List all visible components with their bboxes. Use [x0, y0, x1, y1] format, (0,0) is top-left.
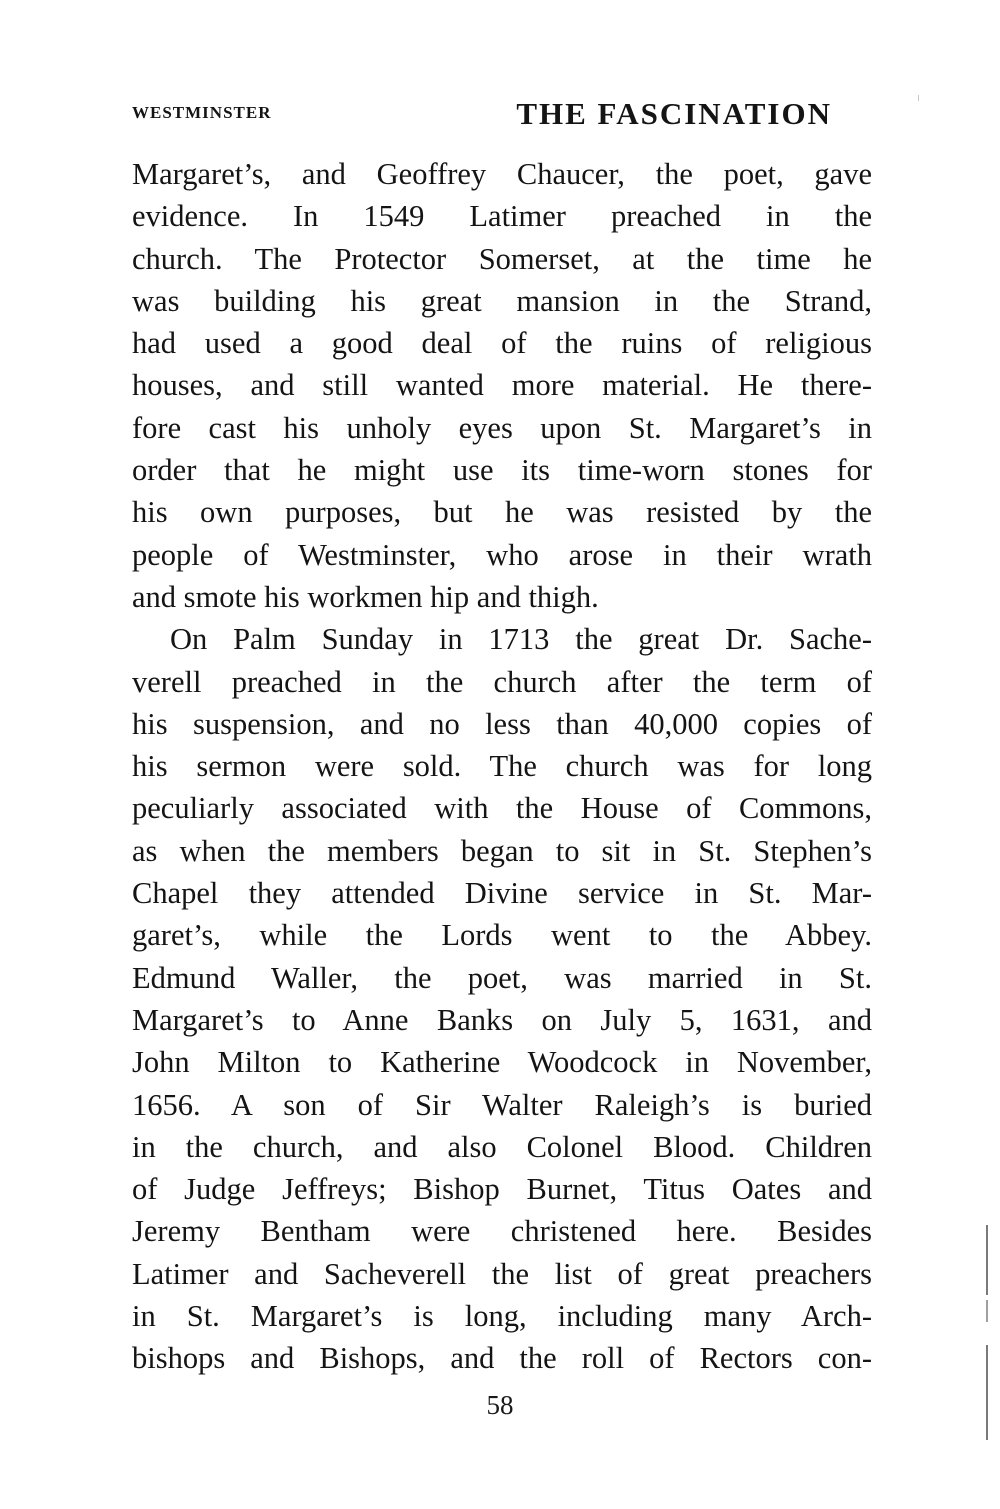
text-line: Margaret’s, and Geoffrey Chaucer, the poet, gave	[132, 157, 872, 191]
text-line: his sermon were sold. The church was for long	[132, 749, 872, 784]
scan-edge-mark	[918, 95, 919, 101]
text-line: and smote his workmen hip and thigh.	[132, 579, 599, 614]
text-line: On Palm Sunday in 1713 the great Dr. Sache-	[170, 622, 872, 657]
text-line: people of Westminster, who arose in their wrath	[132, 537, 872, 572]
text-line: houses, and still wanted more material. He there-	[132, 368, 872, 403]
running-head-title: THE FASCINATION	[516, 96, 832, 131]
text-line: garet’s, while the Lords went to the Abbey.	[132, 918, 872, 953]
body-text	[132, 153, 872, 1380]
text-line: was building his great mansion in the Strand,	[132, 283, 872, 318]
text-line: Margaret’s to Anne Banks on July 5, 1631, and	[132, 1002, 872, 1037]
paragraph-2	[132, 618, 872, 1379]
scan-edge-mark	[986, 1225, 988, 1295]
running-head	[132, 96, 872, 136]
running-head-section: WESTMINSTER	[132, 103, 272, 122]
page-number: 58	[486, 1390, 514, 1420]
text-line: his suspension, and no less than 40,000 copies of	[132, 706, 872, 741]
text-line: his own purposes, but he was resisted by the	[132, 495, 872, 530]
text-line: fore cast his unholy eyes upon St. Margaret’s in	[132, 410, 872, 445]
text-line: John Milton to Katherine Woodcock in November,	[132, 1045, 872, 1080]
text-line: in St. Margaret’s is long, including many Arch-	[132, 1299, 872, 1334]
text-line: Jeremy Bentham were christened here. Besides	[132, 1214, 872, 1249]
text-line: Edmund Waller, the poet, was married in St.	[132, 960, 872, 995]
text-line: Latimer and Sacheverell the list of great preachers	[132, 1256, 872, 1291]
paragraph-1	[132, 153, 872, 618]
scan-edge-mark	[986, 1300, 988, 1322]
text-line: evidence. In 1549 Latimer preached in the	[132, 199, 872, 234]
text-line: of Judge Jeffreys; Bishop Burnet, Titus Oates and	[132, 1172, 872, 1207]
text-line: in the church, and also Colonel Blood. Children	[132, 1129, 872, 1164]
text-line: order that he might use its time-worn stones for	[132, 453, 872, 488]
text-line: peculiarly associated with the House of Commons,	[132, 791, 872, 826]
text-line: verell preached in the church after the term of	[132, 664, 872, 699]
text-line: bishops and Bishops, and the roll of Rectors con-	[132, 1341, 872, 1376]
scan-edge-mark	[986, 1345, 988, 1440]
text-line: 1656. A son of Sir Walter Raleigh’s is buried	[132, 1087, 872, 1122]
text-line: church. The Protector Somerset, at the time he	[132, 241, 872, 276]
text-line: had used a good deal of the ruins of religious	[132, 326, 872, 361]
text-line: Chapel they attended Divine service in St. Mar-	[132, 876, 872, 911]
text-line: as when the members began to sit in St. Stephen’s	[132, 833, 872, 868]
